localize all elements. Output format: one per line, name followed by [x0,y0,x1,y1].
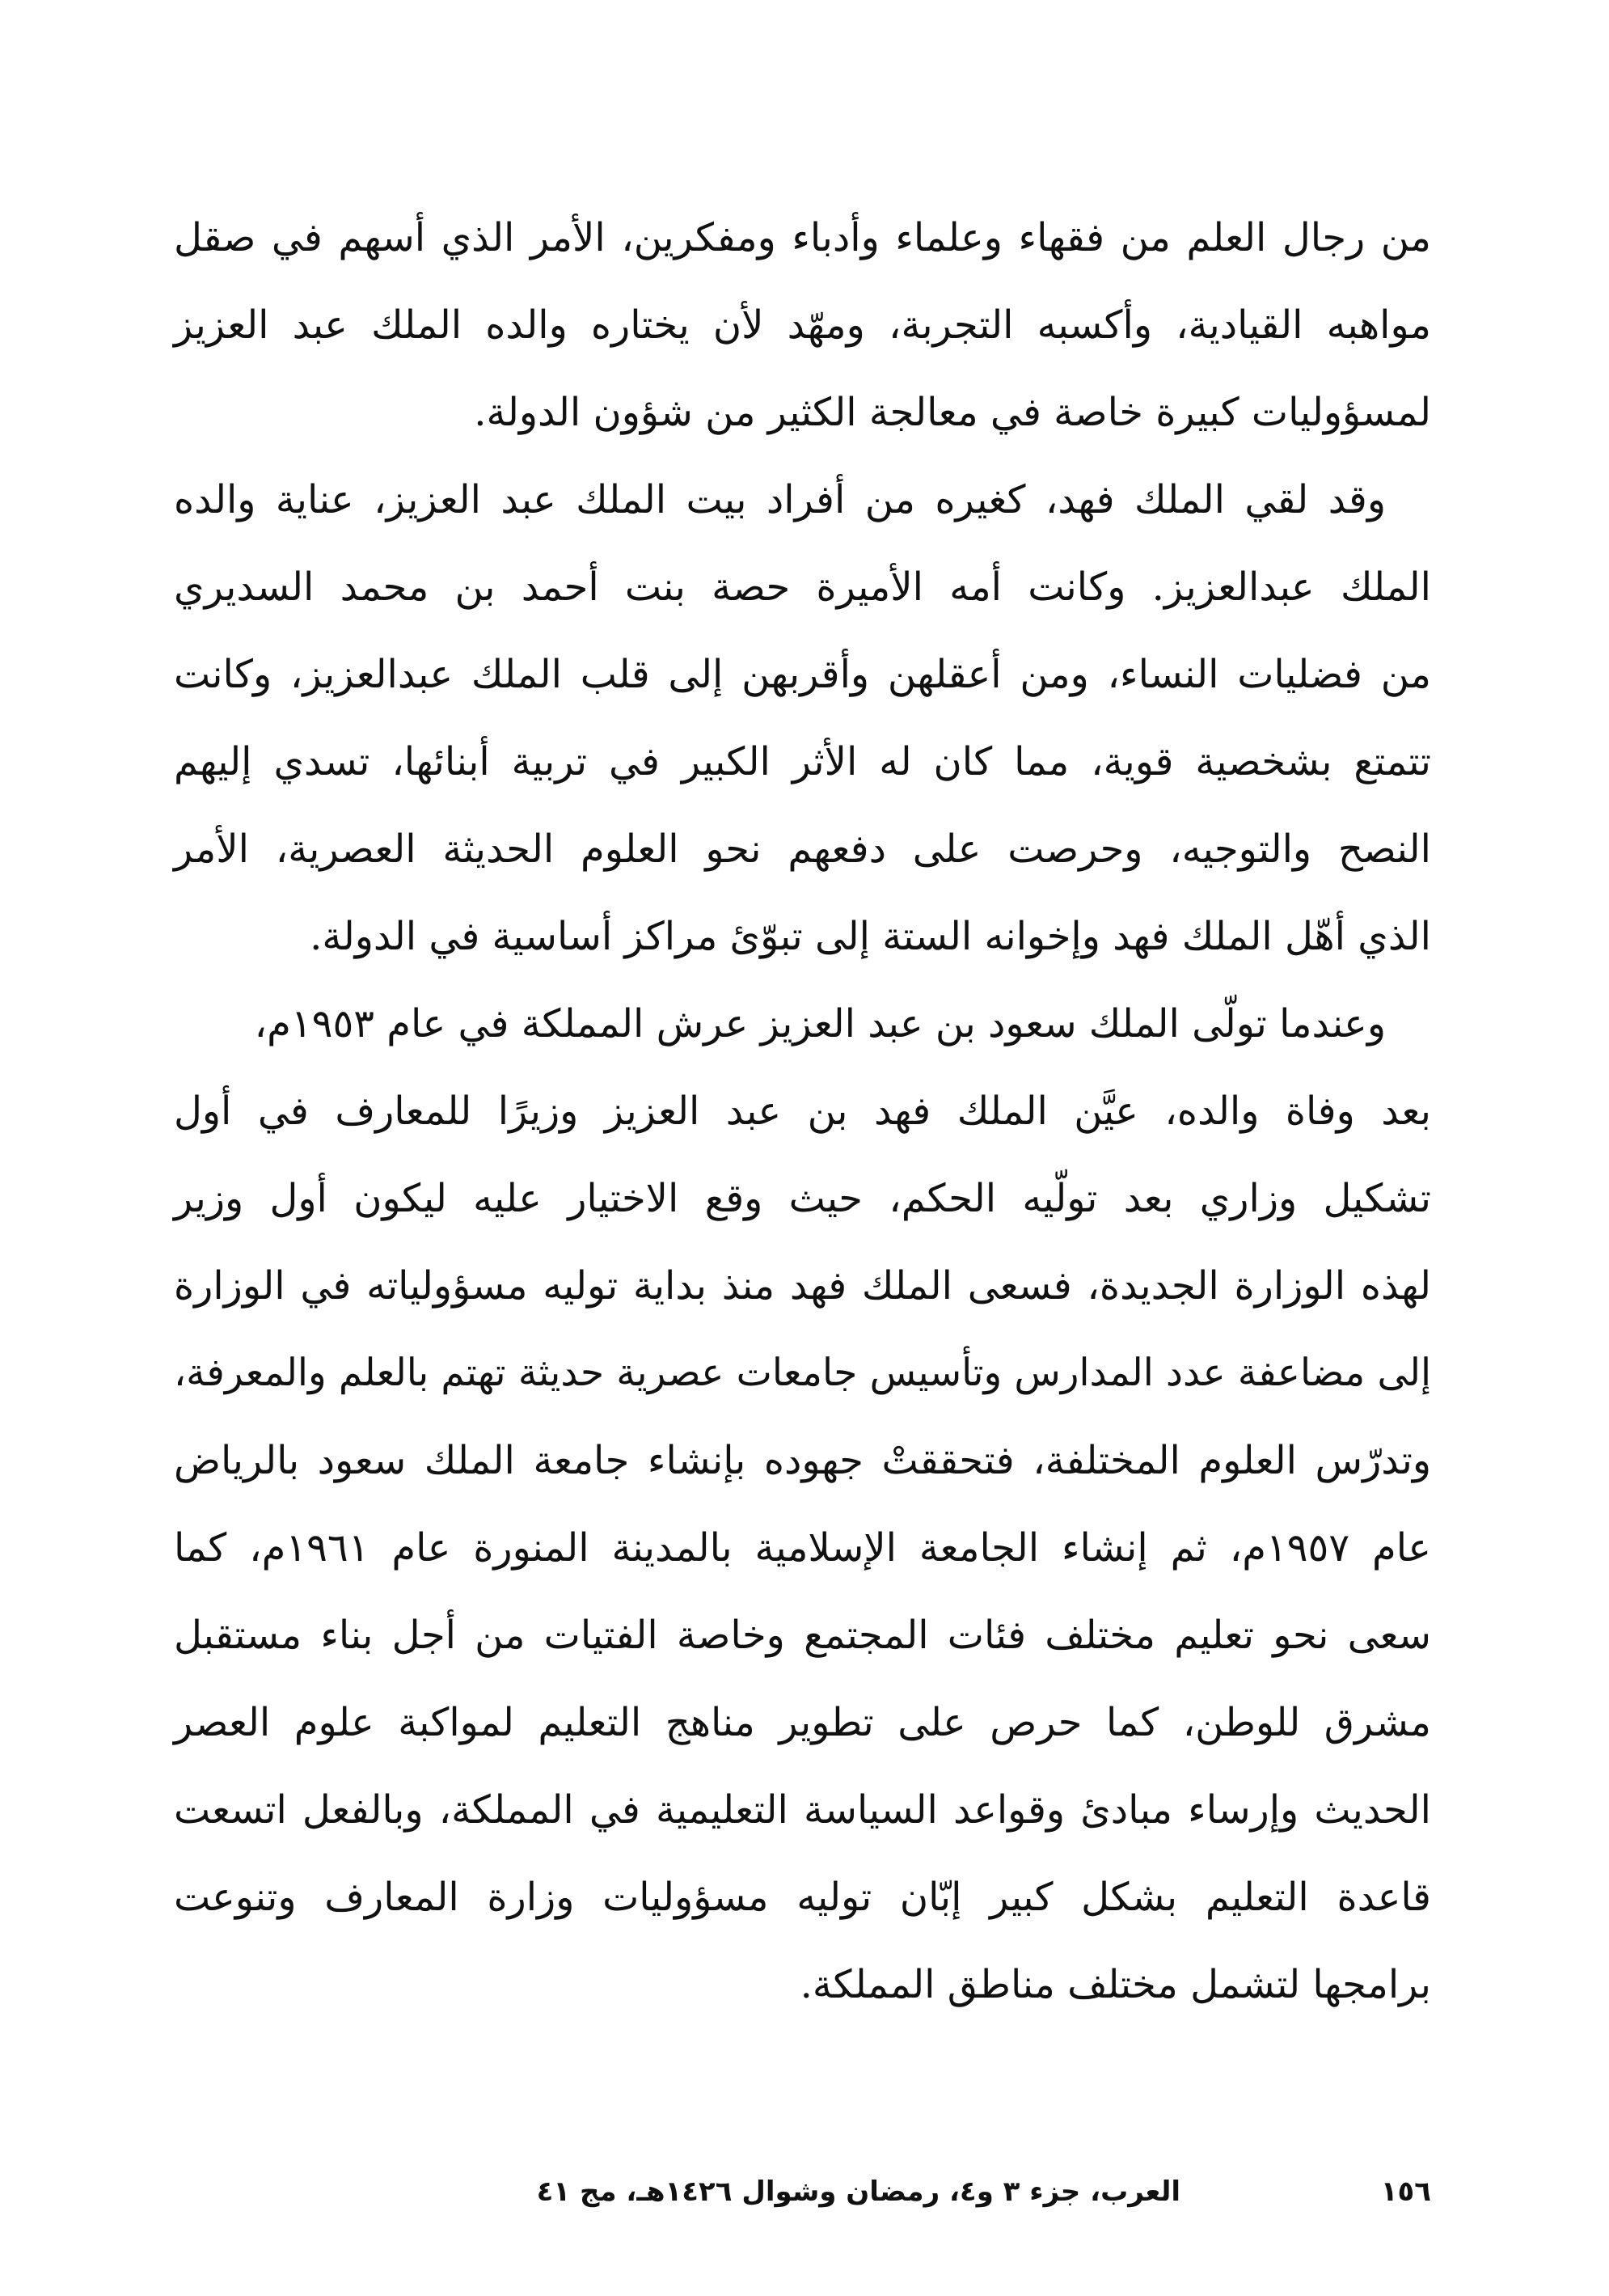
text-line: عام ١٩٥٧م، ثم إنشاء الجامعة الإسلامية بالمدينة المنورة عام ١٩٦١م، كما [174,1525,1431,1571]
text-line: الحديث وإرساء مبادئ وقواعد السياسة التعليمية في المملكة، وبالفعل اتسعت [174,1787,1431,1833]
text-line: الذي أهّل الملك فهد وإخوانه الستة إلى تبوّئ مراكز أساسية في الدولة. [310,914,1431,959]
journal-reference: العرب، جزء ٣ و٤، رمضان وشوال ١٤٢٦هـ، مج ٤١ [536,2175,1180,2208]
body-text [174,194,1431,2028]
text-line: قاعدة التعليم بشكل كبير إبّان توليه مسؤوليات وزارة المعارف وتنوعت [174,1875,1431,1920]
text-line: مواهبه القيادية، وأكسبه التجربة، ومهّد لأن يختاره والده الملك عبد العزيز [174,302,1431,348]
text-line: وتدرّس العلوم المختلفة، فتحققتْ جهوده بإنشاء جامعة الملك سعود بالرياض [174,1438,1432,1483]
text-line: بعد وفاة والده، عيَّن الملك فهد بن عبد العزيز وزيرًا للمعارف في أول [174,1089,1431,1134]
text-line: لهذه الوزارة الجديدة، فسعى الملك فهد منذ بداية توليه مسؤولياته في الوزارة [174,1263,1431,1309]
text-line: مشرق للوطن، كما حرص على تطوير مناهج التعليم لمواكبة علوم العصر [174,1700,1431,1745]
text-line: برامجها لتشمل مختلف مناطق المملكة. [800,1962,1431,2007]
paragraph-1 [174,194,1431,456]
text-line: وقد لقي الملك فهد، كغيره من أفراد بيت الملك عبد العزيز، عناية والده [174,477,1386,522]
text-line: إلى مضاعفة عدد المدارس وتأسيس جامعات عصرية حديثة تهتم بالعلم والمعرفة، [174,1351,1431,1395]
text-line: من فضليات النساء، ومن أعقلهن وأقربهن إلى قلب الملك عبدالعزيز، وكانت [174,652,1431,697]
text-line: الملك عبدالعزيز. وكانت أمه الأميرة حصة بنت أحمد بن محمد السديري [174,564,1431,610]
text-line: تشكيل وزاري بعد تولّيه الحكم، حيث وقع الاختيار عليه ليكون أول وزير [174,1176,1431,1221]
text-line: من رجال العلم من فقهاء وعلماء وأدباء ومفكرين، الأمر الذي أسهم في صقل [174,215,1432,260]
paragraph-2 [174,456,1431,980]
page-number: ١٥٦ [1380,2175,1431,2208]
page-footer [477,2175,1431,2224]
text-line: لمسؤوليات كبيرة خاصة في معالجة الكثير من شؤون الدولة. [474,390,1431,435]
text-line: تتمتع بشخصية قوية، مما كان له الأثر الكبير في تربية أبنائها، تسدي إليهم [174,739,1431,784]
text-line: النصح والتوجيه، وحرصت على دفعهم نحو العلوم الحديثة العصرية، الأمر [174,827,1432,872]
paragraph-3 [174,980,1431,2028]
text-line: سعى نحو تعليم مختلف فئات المجتمع وخاصة الفتيات من أجل بناء مستقبل [174,1613,1431,1658]
text-line: وعندما تولّى الملك سعود بن عبد العزيز عرش المملكة في عام ١٩٥٣م، [254,1001,1386,1047]
